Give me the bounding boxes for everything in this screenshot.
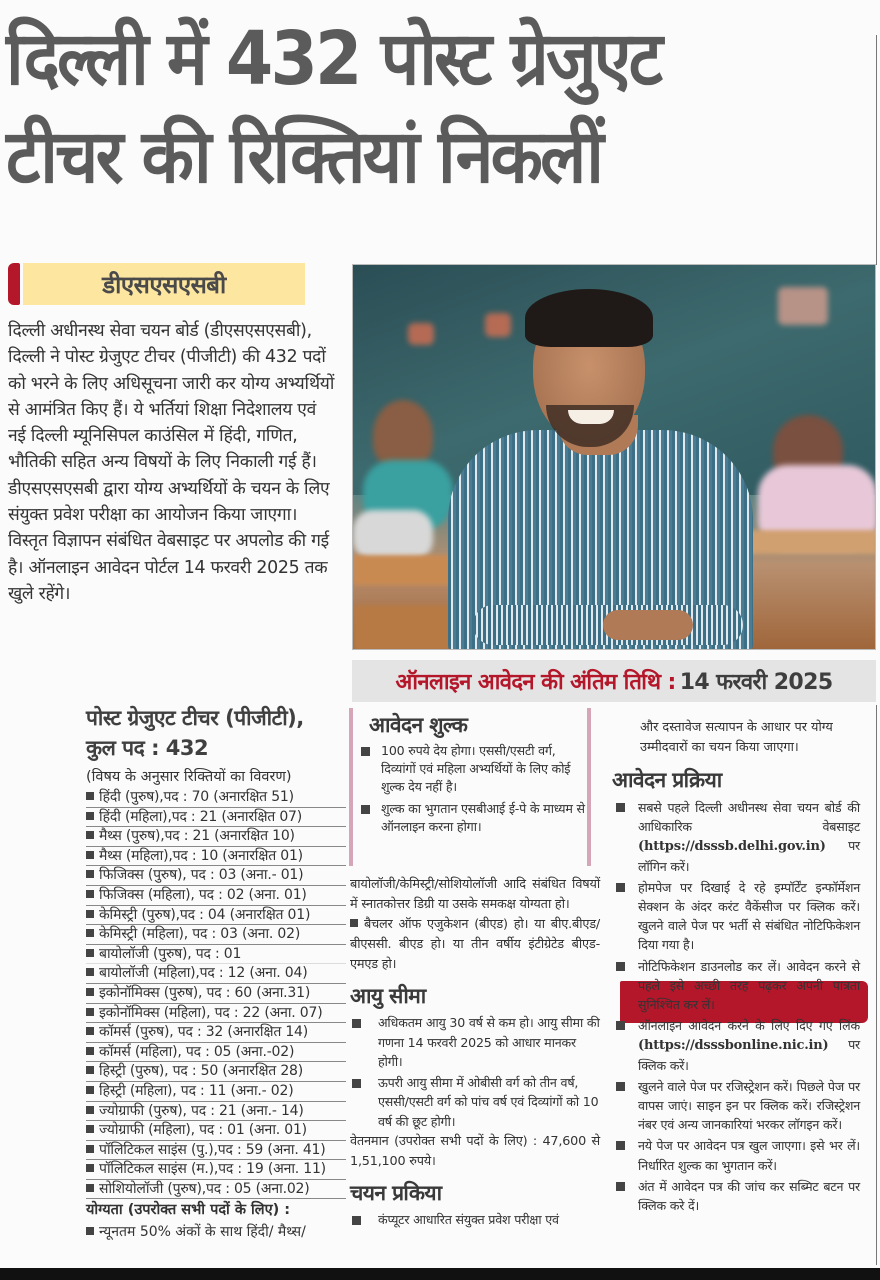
qualification-continued: बायोलॉजी/केमिस्ट्री/सोशियोलॉजी आदि संबंधित विषयों में स्नातकोत्तर डिग्री या उसके समकक्ष योग्यता हो। [350, 877, 600, 912]
selection-item: कंप्यूटर आधारित संयुक्त प्रवेश परीक्षा एवं [350, 1210, 600, 1230]
teacher-hand [603, 610, 693, 640]
vacancy-list [86, 788, 346, 1199]
qualification-heading: योग्यता (उपरोक्त सभी पदों के लिए) : [86, 1202, 291, 1219]
square-bullet-icon [86, 1008, 94, 1016]
square-bullet-icon [86, 968, 94, 976]
process-item: नोटिफिकेशन डाउनलोड कर लें। आवेदन करने से पहले इसे अच्छी तरह पढ़कर अपनी पात्रता सुनिश्चित कर लें। [612, 957, 860, 1015]
fee-heading: आवेदन शुल्क [369, 713, 468, 737]
vacancy-item: हिंदी (महिला),पद : 21 (अनारक्षित 07) [86, 808, 346, 828]
vacancy-item: इकोनॉमिक्स (महिला), पद : 22 (अना. 07) [86, 1004, 346, 1024]
pgt-total: कुल पद : 432 [86, 736, 209, 760]
pgt-vacancy-section [86, 703, 346, 1243]
right-column [612, 718, 860, 1217]
teacher-classroom-photo [352, 264, 876, 650]
vacancy-item: कॉमर्स (पुरुष), पद : 32 (अनारक्षित 14) [86, 1023, 346, 1043]
vacancy-item: हिस्ट्री (पुरुष), पद : 50 (अनारक्षित 28) [86, 1062, 346, 1082]
vacancy-item: हिंदी (पुरुष),पद : 70 (अनारक्षित 51) [86, 788, 346, 808]
intro-paragraph: दिल्ली अधीनस्थ सेवा चयन बोर्ड (डीएसएसएसबी), दिल्ली ने पोस्ट ग्रेजुएट टीचर (पीजीटी) की 432 पदों को भरने के लिए अधिसूचना जारी कर योग्य अभ्यर्थियों से आमंत्रित किए हैं। ये भर्तियां शिक्षा निदेशालय एवं नई दिल्ली म्यूनिसिपल काउंसिल में हिंदी, गणित, भौतिकी सहित अन्य विषयों के लिए निकाली गई हैं। डीएसएसएसबी द्वारा योग्य अभ्यर्थियों के चयन के लिए संयुक्त प्रवेश परीक्षा का आयोजन किया जाएगा। विस्तृत विज्ञापन संबंधित वेबसाइट पर अपलोड की गई है। ऑनलाइन आवेदन पोर्टल 14 फरवरी 2025 तक खुले रहेंगे। [8, 321, 335, 604]
square-bullet-icon [86, 870, 94, 878]
process-item: अंत में आवेदन पत्र की जांच कर सब्मिट बटन पर क्लिक करे दें। [612, 1177, 860, 1215]
age-item: अधिकतम आयु 30 वर्ष से कम हो। आयु सीमा की गणना 14 फरवरी 2025 को आधार मानकर होगी। [350, 1013, 600, 1072]
square-bullet-icon [616, 962, 625, 971]
tag-cap-left [8, 263, 20, 305]
student [353, 510, 433, 560]
desk [353, 555, 453, 585]
square-bullet-icon [86, 988, 94, 996]
square-bullet-icon [86, 1047, 94, 1055]
square-bullet-icon [86, 1227, 94, 1235]
process-item: सबसे पहले दिल्ली अधीनस्थ सेवा चयन बोर्ड की आधिकारिक वेबसाइट (https://dsssb.delhi.gov.in) पर लॉगिन करें। [612, 798, 860, 876]
blur-light [408, 323, 434, 345]
square-bullet-icon [86, 1125, 94, 1133]
vacancy-item: केमिस्ट्री (महिला), पद : 03 (अना. 02) [86, 925, 346, 945]
pgt-title: पोस्ट ग्रेजुएट टीचर (पीजीटी), [86, 706, 304, 730]
square-bullet-icon [86, 949, 94, 957]
square-bullet-icon [616, 883, 625, 892]
bottom-bar [0, 1268, 880, 1280]
square-bullet-icon [86, 1027, 94, 1035]
square-bullet-icon [86, 1184, 94, 1192]
qualification-line: न्यूनतम 50% अंकों के साथ हिंदी/ मैथ्स/ [86, 1221, 346, 1243]
square-bullet-icon [352, 1019, 361, 1028]
process-item: खुलने वाले पेज पर रजिस्ट्रेशन करें। पिछले पेज पर वापस जाएं। साइन इन पर क्लिक करें। रजिस्ट्रेशन नंबर एवं अन्य जानकारियां भरकर लॉगइन करें। [612, 1077, 860, 1135]
deadline-label: ऑनलाइन आवेदन की अंतिम तिथि : [395, 670, 676, 695]
headline [6, 10, 856, 206]
square-bullet-icon [86, 1145, 94, 1153]
square-bullet-icon [616, 803, 625, 812]
square-bullet-icon [86, 812, 94, 820]
vacancy-item: कॉमर्स (महिला), पद : 05 (अना.-02) [86, 1043, 346, 1063]
selection-heading: चयन प्रकिया [350, 1181, 442, 1205]
process-heading: आवेदन प्रक्रिया [612, 768, 722, 792]
vacancy-item: पॉलिटिकल साइंस (म.),पद : 19 (अना. 11) [86, 1160, 346, 1180]
age-heading: आयु सीमा [350, 984, 426, 1008]
desk [738, 530, 876, 554]
headline-line-1: दिल्ली में 432 पोस्ट ग्रेजुएट [6, 16, 661, 102]
square-bullet-icon [361, 805, 370, 814]
section-tag [8, 263, 320, 305]
blur-light [778, 287, 828, 325]
square-bullet-icon [352, 1216, 361, 1225]
square-bullet-icon [616, 1082, 625, 1091]
square-bullet-icon [86, 831, 94, 839]
column-divider [876, 35, 877, 265]
deadline-banner [352, 660, 876, 702]
dsssb-online-link[interactable]: (https://dsssbonline.nic.in) [638, 1038, 829, 1054]
selection-list [350, 1210, 600, 1230]
vacancy-item: केमिस्ट्री (पुरुष),पद : 04 (अनारक्षित 01) [86, 906, 346, 926]
vacancy-item: मैथ्स (महिला),पद : 10 (अनारक्षित 01) [86, 847, 346, 867]
vacancy-item: बायोलॉजी (पुरुष), पद : 01 [86, 945, 346, 965]
vacancy-item: इकोनॉमिक्स (पुरुष), पद : 60 (अना.31) [86, 984, 346, 1004]
vacancy-item: ज्योग्राफी (पुरुष), पद : 21 (अना.- 14) [86, 1102, 346, 1122]
square-bullet-icon [350, 919, 358, 927]
age-item: ऊपरी आयु सीमा में ओबीसी वर्ग को तीन वर्ष, एससी/एसटी वर्ग को पांच वर्ष एवं दिव्यांगों को 10 वर्ष की छूट होगी। [350, 1073, 600, 1132]
process-item: नये पेज पर आवेदन पत्र खुल जाएगा। इसे भर लें। निर्धारित शुल्क का भुगतान करें। [612, 1136, 860, 1174]
bed-qualification: बैचलर ऑफ एजुकेशन (बीएड) हो। या बीए.बीएड/बीएससी. बीएड हो। या तीन वर्षीय इंटीग्रेटेड बीएड-एमएड हो। [350, 917, 600, 972]
vacancy-item: पॉलिटिकल साइंस (पु.),पद : 59 (अना. 41) [86, 1141, 346, 1161]
tag-body [23, 263, 305, 305]
square-bullet-icon [86, 1164, 94, 1172]
square-bullet-icon [86, 890, 94, 898]
vacancy-item: बायोलॉजी (महिला),पद : 12 (अना. 04) [86, 964, 346, 984]
tag-label: डीएसएसएसबी [102, 270, 226, 299]
vacancy-item: फिजिक्स (महिला), पद : 02 (अना. 01) [86, 886, 346, 906]
square-bullet-icon [86, 851, 94, 859]
square-bullet-icon [86, 792, 94, 800]
square-bullet-icon [86, 1066, 94, 1074]
square-bullet-icon [361, 747, 370, 756]
teacher-hair [525, 289, 653, 347]
teacher-smile [568, 410, 614, 424]
vacancy-item: सोशियोलॉजी (पुरुष),पद : 05 (अना.02) [86, 1180, 346, 1200]
age-list [350, 1013, 600, 1131]
vacancy-item: फिजिक्स (पुरुष), पद : 03 (अना.- 01) [86, 866, 346, 886]
square-bullet-icon [86, 929, 94, 937]
salary-text: वेतनमान (उपरोक्त सभी पदों के लिए) : 47,600 से 1,51,100 रुपये। [350, 1134, 600, 1169]
square-bullet-icon [86, 1106, 94, 1114]
vacancy-item: हिस्ट्री (महिला), पद : 11 (अना.- 02) [86, 1082, 346, 1102]
process-item: ऑनलाइन आवेदन करने के लिए दिए गए लिंक (https://dsssbonline.nic.in) पर क्लिक करें। [612, 1016, 860, 1075]
fee-box [349, 708, 591, 866]
fee-list [353, 742, 589, 836]
vacancy-item: ज्योग्राफी (महिला), पद : 01 (अना. 01) [86, 1121, 346, 1141]
square-bullet-icon [616, 1021, 625, 1030]
deadline-date: 14 फरवरी 2025 [679, 670, 833, 695]
pgt-subtitle: (विषय के अनुसार रिक्तियों का विवरण) [86, 769, 292, 785]
vacancy-item: मैथ्स (पुरुष),पद : 21 (अनारक्षित 10) [86, 827, 346, 847]
square-bullet-icon [86, 1086, 94, 1094]
fee-item: शुल्क का भुगतान एसबीआई ई-पे के माध्यम से ऑनलाइन करना होगा। [353, 800, 589, 836]
headline-line-2: टीचर की रिक्तियां निकलीं [6, 114, 602, 200]
process-item: होमपेज पर दिखाई दे रहे इम्पॉर्टेंट इन्फॉर्मेशन सेक्शन के अंदर करंट वैकेंसीज पर क्लिक करें। खुलने वाले पेज पर भर्ती से संबंधित नोटिफिकेशन दिया गया है। [612, 878, 860, 955]
selection-continued: और दस्तावेज सत्यापन के आधार पर योग्य उम्मीदवारों का चयन किया जाएगा। [640, 720, 833, 755]
square-bullet-icon [86, 910, 94, 918]
square-bullet-icon [616, 1182, 625, 1191]
square-bullet-icon [616, 1141, 625, 1150]
square-bullet-icon [352, 1079, 361, 1088]
fee-item: 100 रुपये देय होगा। एससी/एसटी वर्ग, दिव्यांगों एवं महिला अभ्यर्थियों के लिए कोई शुल्क देय नहीं है। [353, 742, 589, 796]
blur-light [485, 313, 511, 337]
middle-column [350, 875, 600, 1231]
desk [353, 605, 453, 650]
right-border [876, 705, 877, 1265]
process-list [612, 798, 860, 1215]
dsssb-website-link[interactable]: (https://dsssb.delhi.gov.in) [638, 839, 826, 855]
